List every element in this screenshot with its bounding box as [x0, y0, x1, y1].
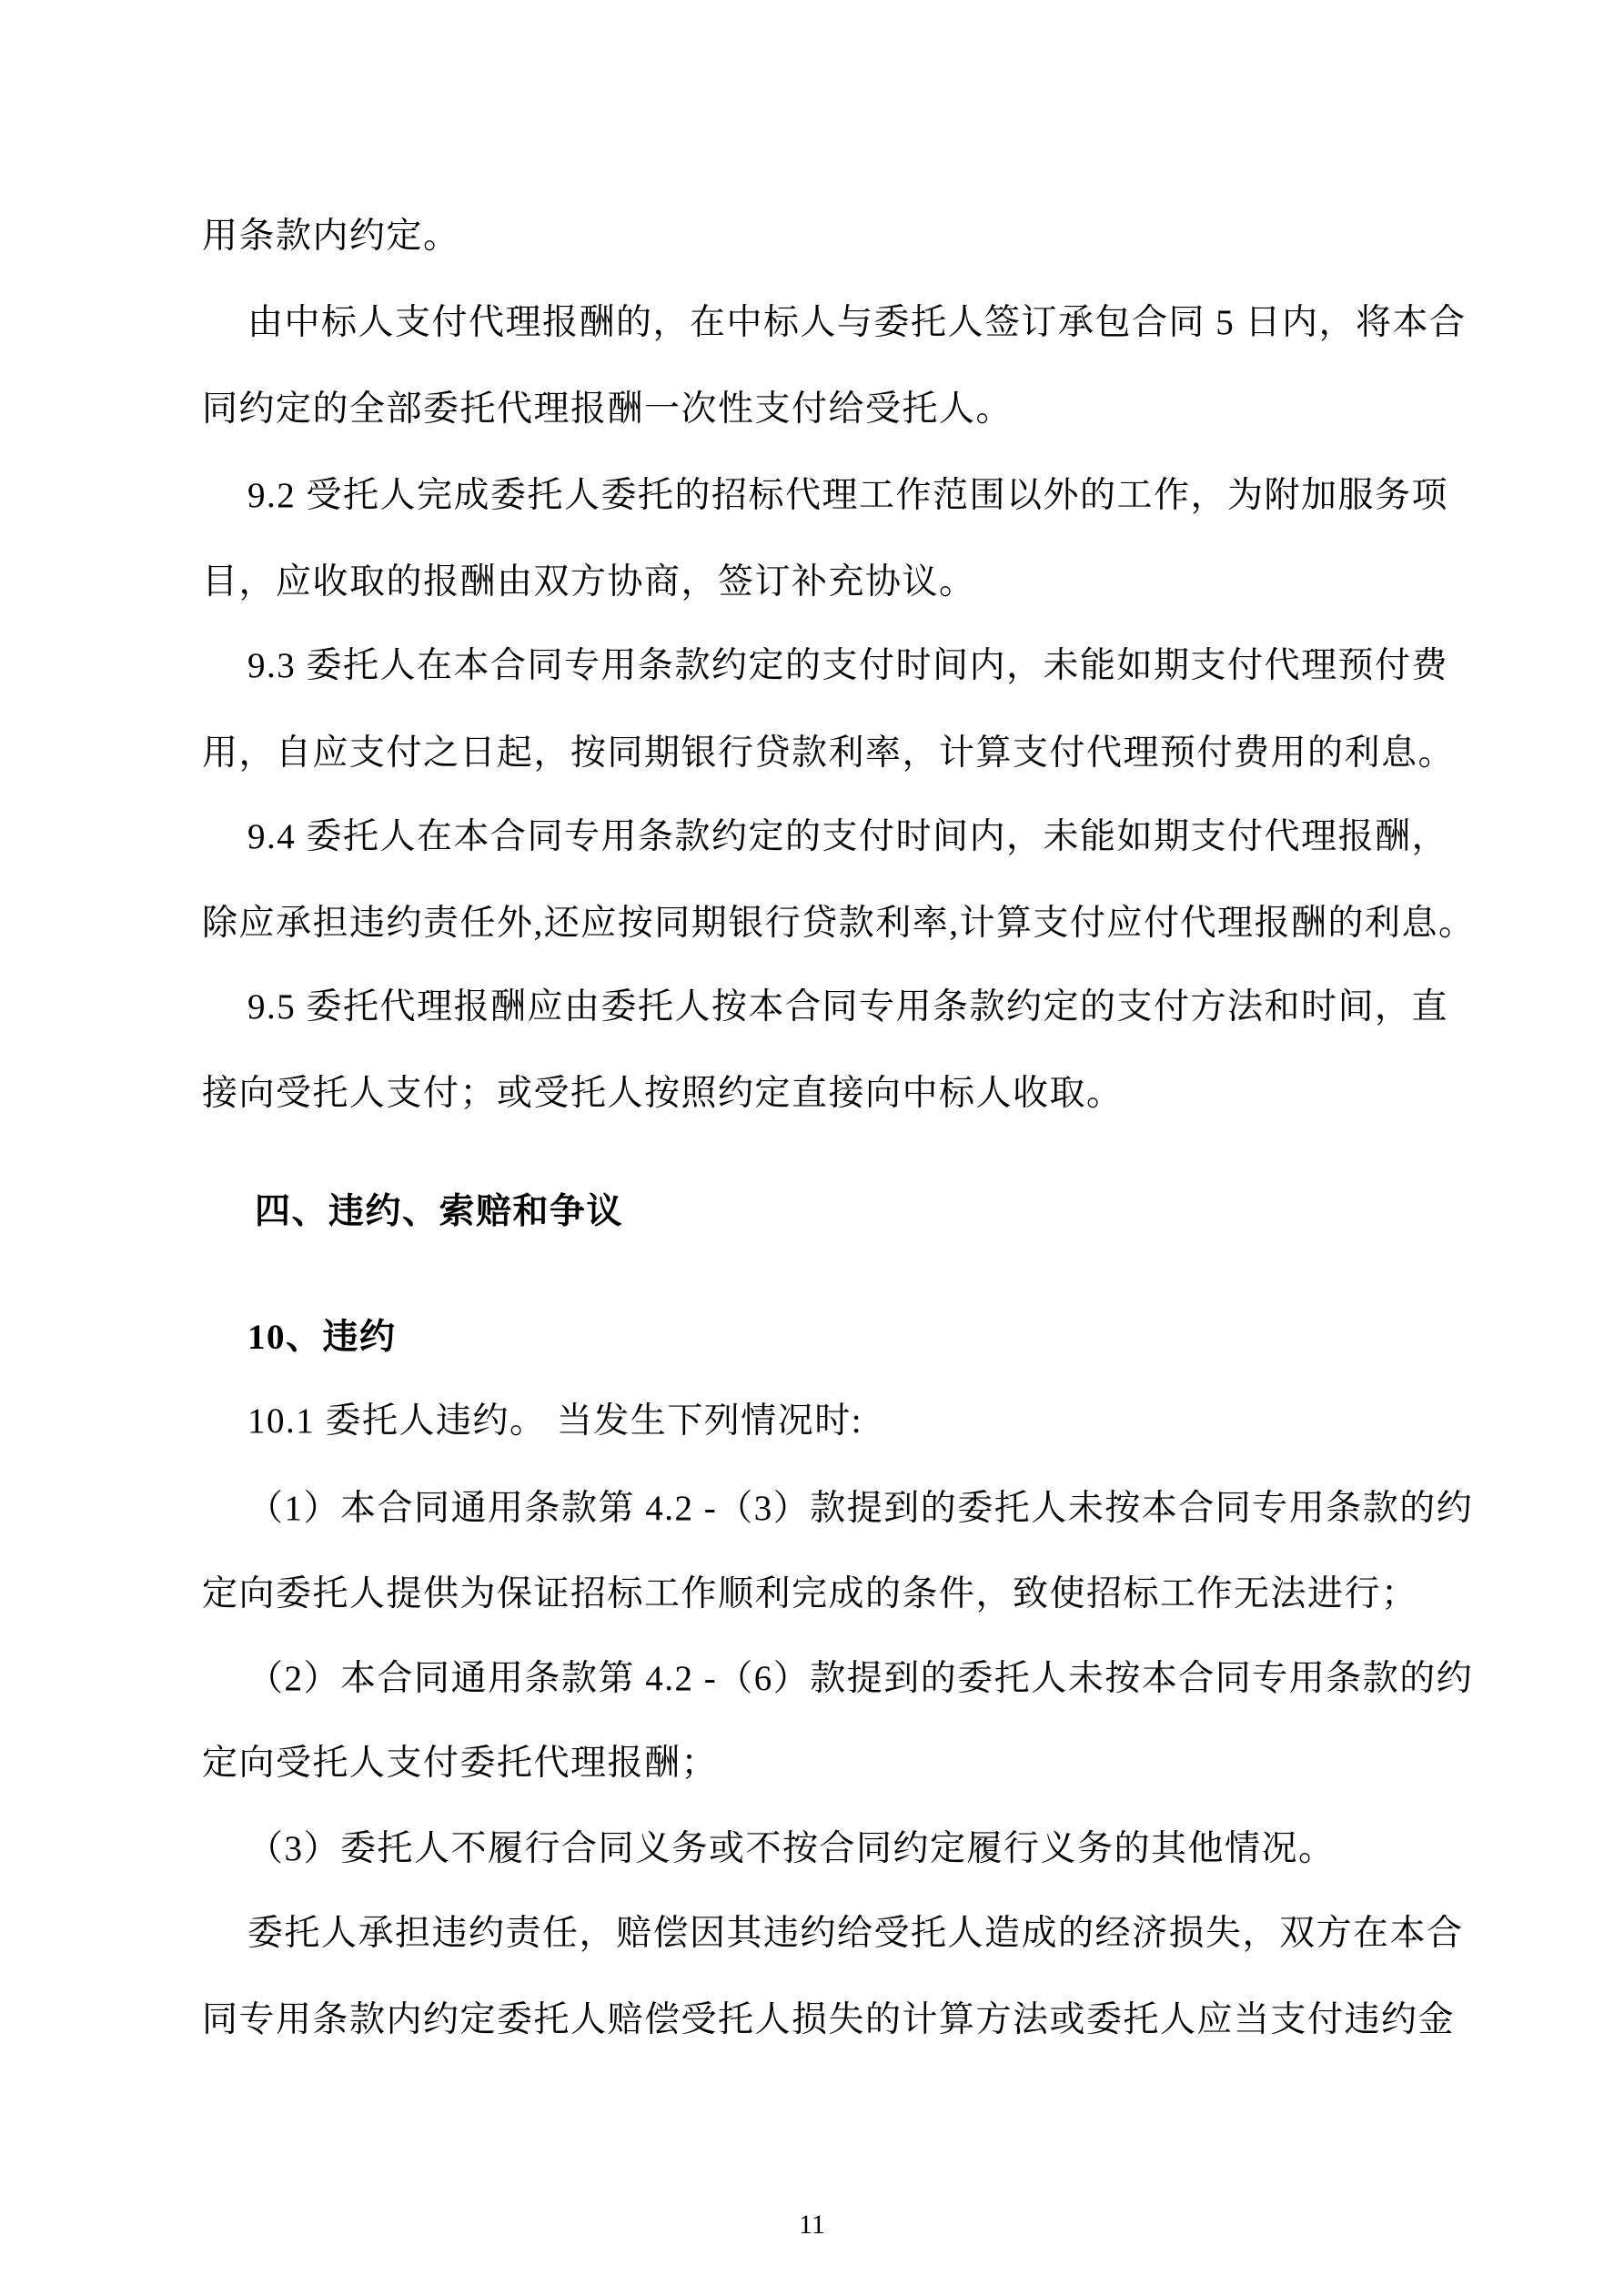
list-item-3: （3）委托人不履行合同义务或不按合同约定履行义务的其他情况。: [247, 1829, 1336, 1868]
text-line: 定向委托人提供为保证招标工作顺利完成的条件，致使招标工作无法进行；: [202, 1574, 1418, 1613]
clause-heading-10: 10、违约: [247, 1318, 397, 1357]
clause-line-9-2: 9.2 受托人完成委托人委托的招标代理工作范围以外的工作，为附加服务项: [247, 476, 1449, 515]
section-heading: 四、违约、索赔和争议: [255, 1192, 624, 1231]
text-line: 除应承担违约责任外,还应按同期银行贷款利率,计算支付应付代理报酬的利息。: [202, 904, 1476, 943]
text-line: 用，自应支付之日起，按同期银行贷款利率，计算支付代理预付费用的利息。: [202, 733, 1456, 773]
text-line: 用条款内约定。: [202, 217, 460, 256]
text-line: 委托人承担违约责任，赔偿因其违约给受托人造成的经济损失，双方在本合: [247, 1914, 1464, 1953]
text-line: 目，应收取的报酬由双方协商，签订补充协议。: [202, 562, 976, 602]
clause-line-9-5: 9.5 委托代理报酬应由委托人按本合同专用条款约定的支付方法和时间，直: [247, 987, 1449, 1027]
text-line: 同专用条款内约定委托人赔偿受托人损失的计算方法或委托人应当支付违约金: [202, 2000, 1456, 2039]
text-line: 定向受托人支付委托代理报酬；: [202, 1744, 719, 1783]
clause-line-10-1: 10.1 委托人违约。 当发生下列情况时:: [247, 1401, 863, 1441]
list-item-2: （2）本合同通用条款第 4.2 -（6）款提到的委托人未按本合同专用条款的约: [247, 1659, 1474, 1698]
text-line: 由中标人支付代理报酬的，在中标人与委托人签订承包合同 5 日内，将本合: [247, 303, 1467, 342]
page-number: 11: [799, 2210, 825, 2240]
clause-line-9-4: 9.4 委托人在本合同专用条款约定的支付时间内，未能如期支付代理报酬，: [247, 817, 1449, 856]
clause-line-9-3: 9.3 委托人在本合同专用条款约定的支付时间内，未能如期支付代理预付费: [247, 646, 1449, 685]
list-item-1: （1）本合同通用条款第 4.2 -（3）款提到的委托人未按本合同专用条款的约: [247, 1489, 1474, 1528]
text-line: 同约定的全部委托代理报酬一次性支付给受托人。: [202, 389, 1014, 429]
text-line: 接向受托人支付；或受托人按照约定直接向中标人收取。: [202, 1074, 1124, 1113]
